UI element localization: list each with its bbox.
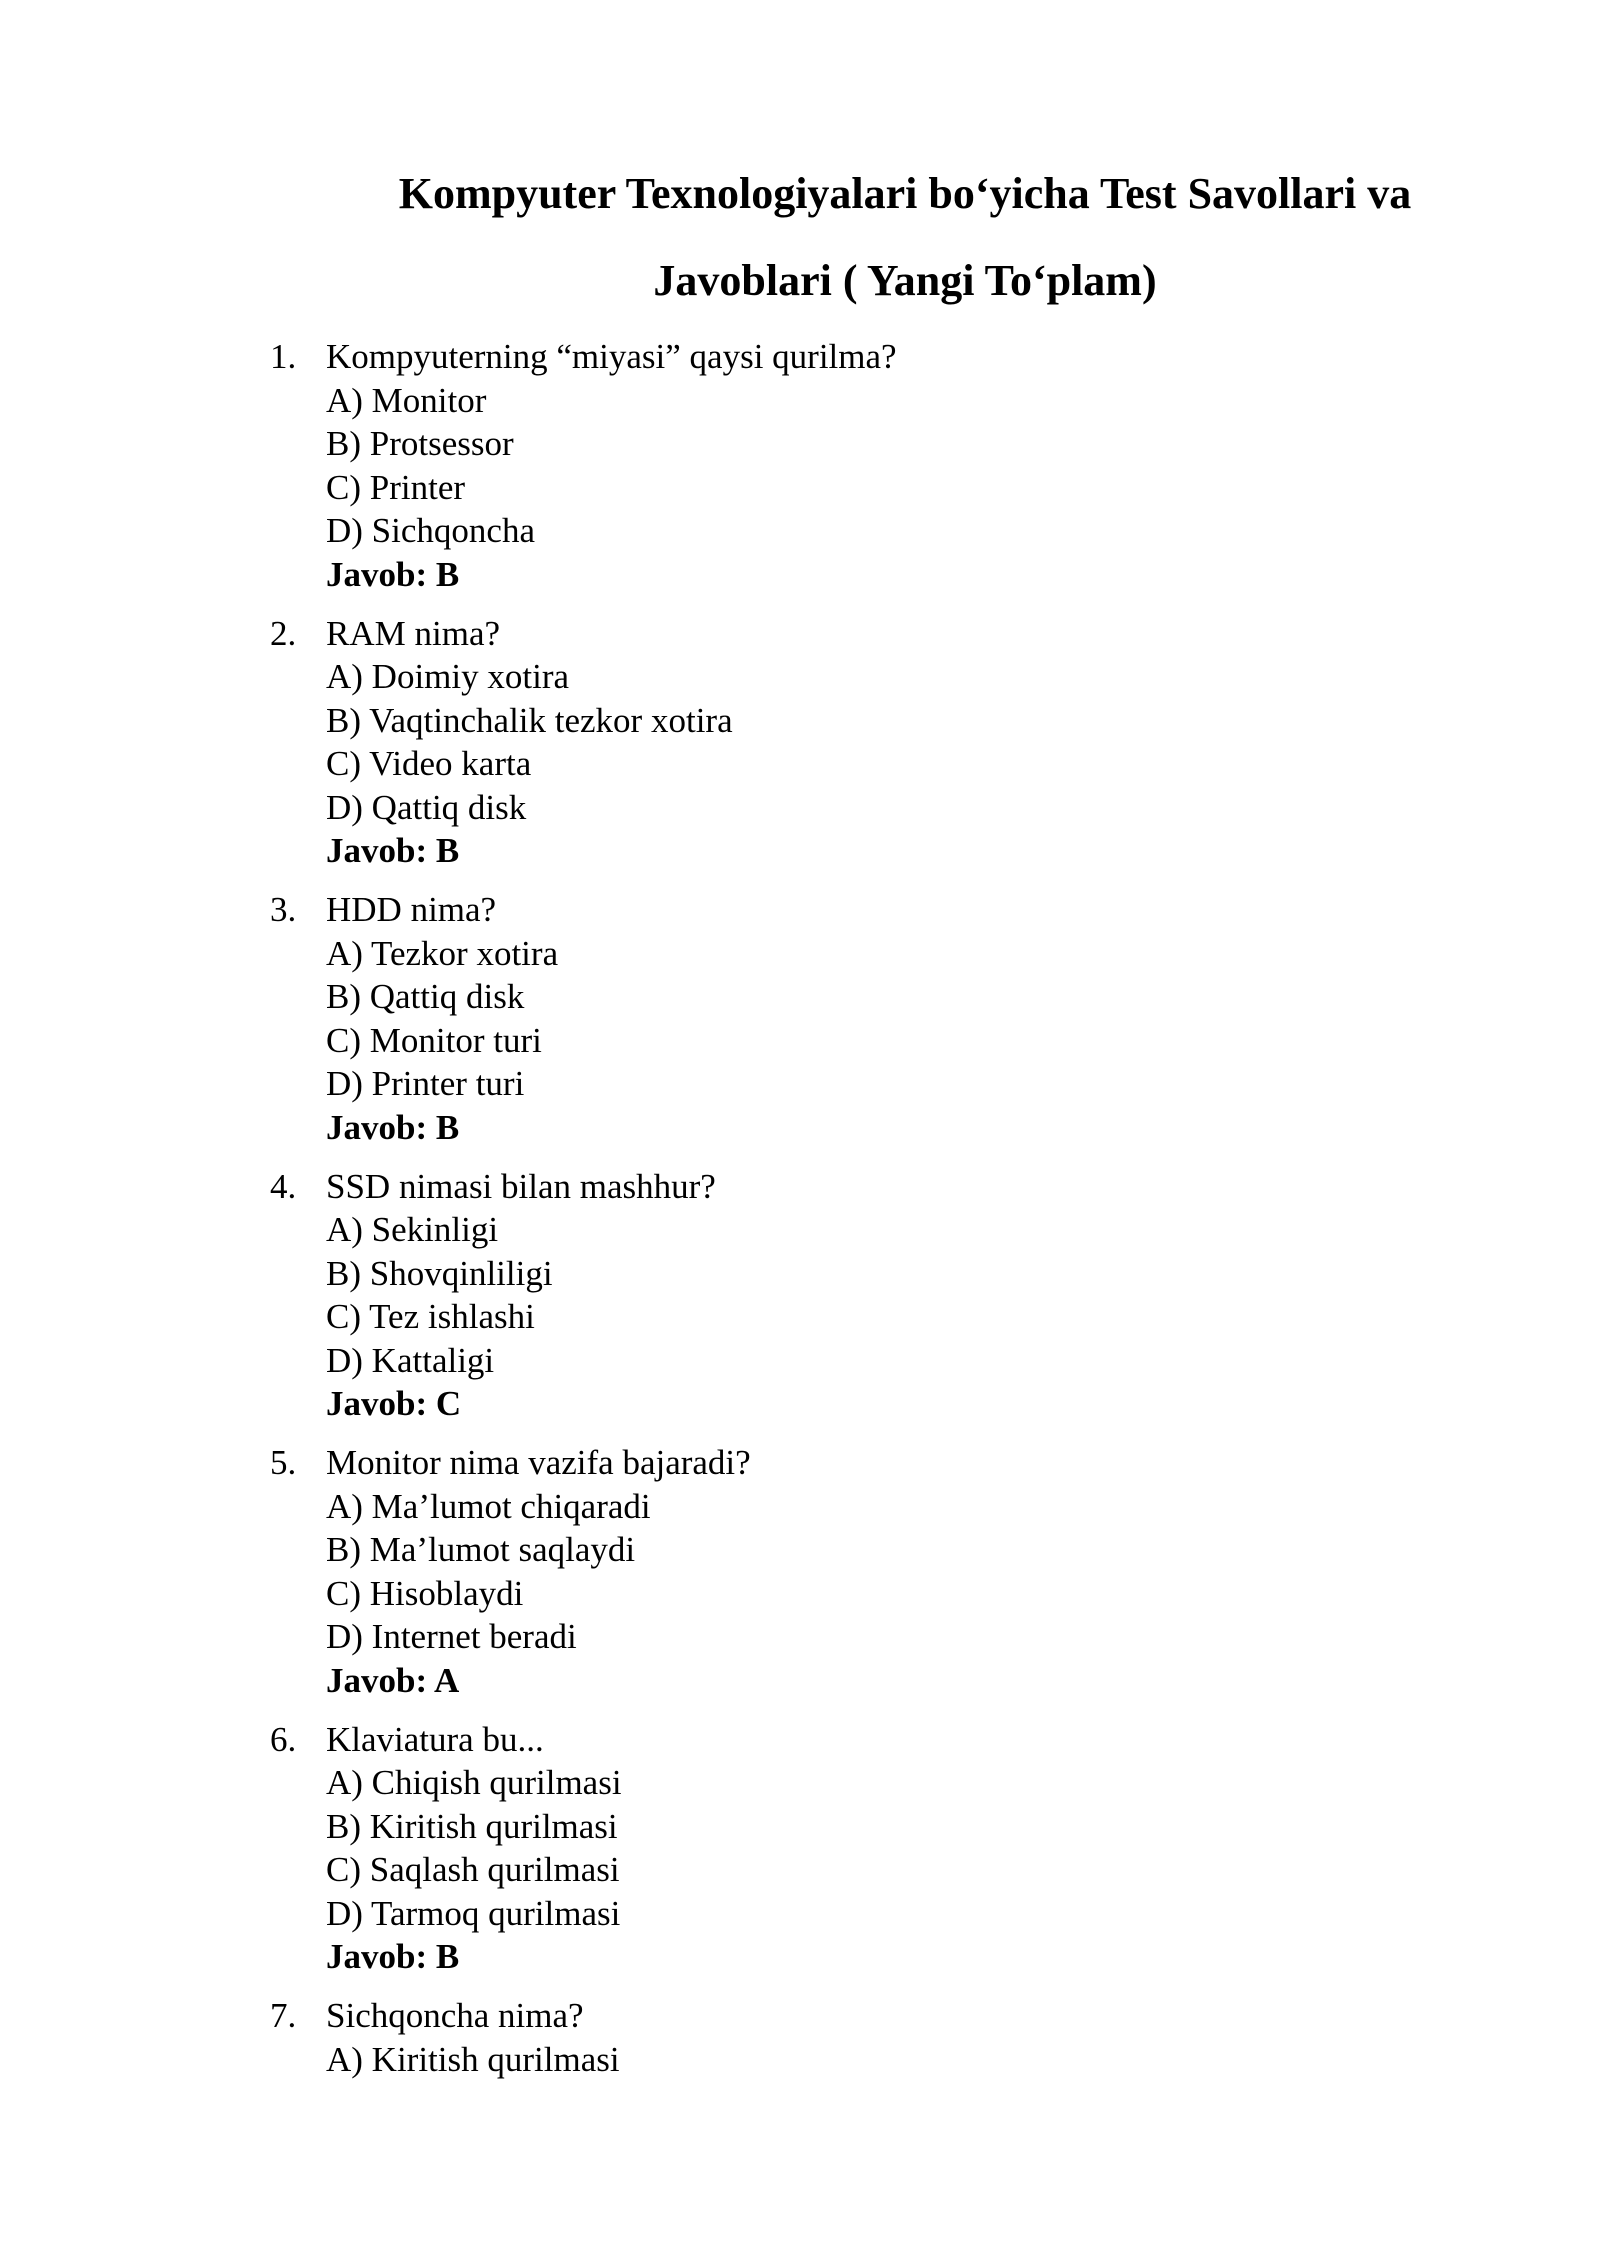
- question-text: Monitor nima vazifa bajaradi?: [326, 1443, 751, 1482]
- option-d: D) Internet beradi: [326, 1617, 577, 1656]
- option-b: B) Vaqtinchalik tezkor xotira: [326, 700, 733, 740]
- option-b: B) Ma’lumot saqlaydi: [326, 1530, 636, 1569]
- option-c: C) Monitor turi: [326, 1020, 542, 1060]
- option-a: A) Tezkor xotira: [326, 933, 559, 973]
- question-number: 1.: [270, 337, 297, 376]
- question-body: [326, 1718, 1370, 1979]
- answer-key: Javob: B: [326, 554, 460, 594]
- question-text: RAM nima?: [326, 613, 501, 653]
- question-body: [326, 335, 1370, 596]
- option-c: C) Printer: [326, 467, 466, 507]
- option-b: B) Kiritish qurilmasi: [326, 1806, 618, 1846]
- question-item: [270, 888, 1370, 1149]
- question-text: Kompyuterning “miyasi” qaysi qurilma?: [326, 337, 897, 376]
- question-item: [270, 1994, 1370, 2081]
- option-d: D) Tarmoq qurilmasi: [326, 1893, 621, 1933]
- option-a: A) Ma’lumot chiqaradi: [326, 1486, 651, 1526]
- option-b: B) Protsessor: [326, 424, 514, 463]
- question-body: [326, 1165, 1370, 1426]
- question-body: [326, 612, 1370, 873]
- question-item: [270, 1165, 1370, 1426]
- option-a: A) Monitor: [326, 380, 487, 420]
- question-item: [270, 612, 1370, 873]
- option-a: A) Sekinligi: [326, 1210, 499, 1249]
- question-list: [270, 335, 1370, 2097]
- question-number: 7.: [270, 1996, 297, 2035]
- option-d: D) Kattaligi: [326, 1340, 495, 1380]
- question-item: [270, 335, 1370, 596]
- question-body: [326, 888, 1370, 1149]
- question-text: Sichqoncha nima?: [326, 1996, 584, 2035]
- option-b: B) Qattiq disk: [326, 977, 525, 1016]
- question-item: [270, 1718, 1370, 1979]
- answer-key: Javob: B: [326, 831, 460, 870]
- option-c: C) Saqlash qurilmasi: [326, 1850, 620, 1889]
- question-number: 6.: [270, 1719, 297, 1759]
- question-number: 2.: [270, 613, 297, 653]
- option-a: A) Doimiy xotira: [326, 657, 570, 696]
- answer-key: Javob: B: [326, 1107, 460, 1147]
- document-title: Kompyuter Texnologiyalari bo‘yicha Test Savollari va Javoblari ( Yangi To‘plam): [398, 169, 1412, 305]
- question-text: HDD nima?: [326, 890, 497, 929]
- question-number: 4.: [270, 1166, 297, 1206]
- option-d: D) Sichqoncha: [326, 511, 535, 550]
- question-body: [326, 1994, 1370, 2081]
- option-c: C) Video karta: [326, 744, 532, 783]
- answer-key: Javob: C: [326, 1384, 462, 1423]
- option-a: A) Kiritish qurilmasi: [326, 2039, 620, 2079]
- answer-key: Javob: B: [326, 1937, 460, 1976]
- option-c: C) Tez ishlashi: [326, 1297, 535, 1336]
- option-b: B) Shovqinliligi: [326, 1253, 553, 1293]
- option-d: D) Qattiq disk: [326, 787, 527, 827]
- answer-key: Javob: A: [326, 1660, 460, 1700]
- question-number: 5.: [270, 1443, 297, 1482]
- question-body: [326, 1441, 1370, 1702]
- question-number: 3.: [270, 890, 297, 929]
- question-item: [270, 1441, 1370, 1702]
- question-text: SSD nimasi bilan mashhur?: [326, 1166, 716, 1206]
- option-d: D) Printer turi: [326, 1064, 525, 1103]
- option-a: A) Chiqish qurilmasi: [326, 1763, 622, 1802]
- question-text: Klaviatura bu...: [326, 1719, 544, 1759]
- option-c: C) Hisoblaydi: [326, 1573, 524, 1613]
